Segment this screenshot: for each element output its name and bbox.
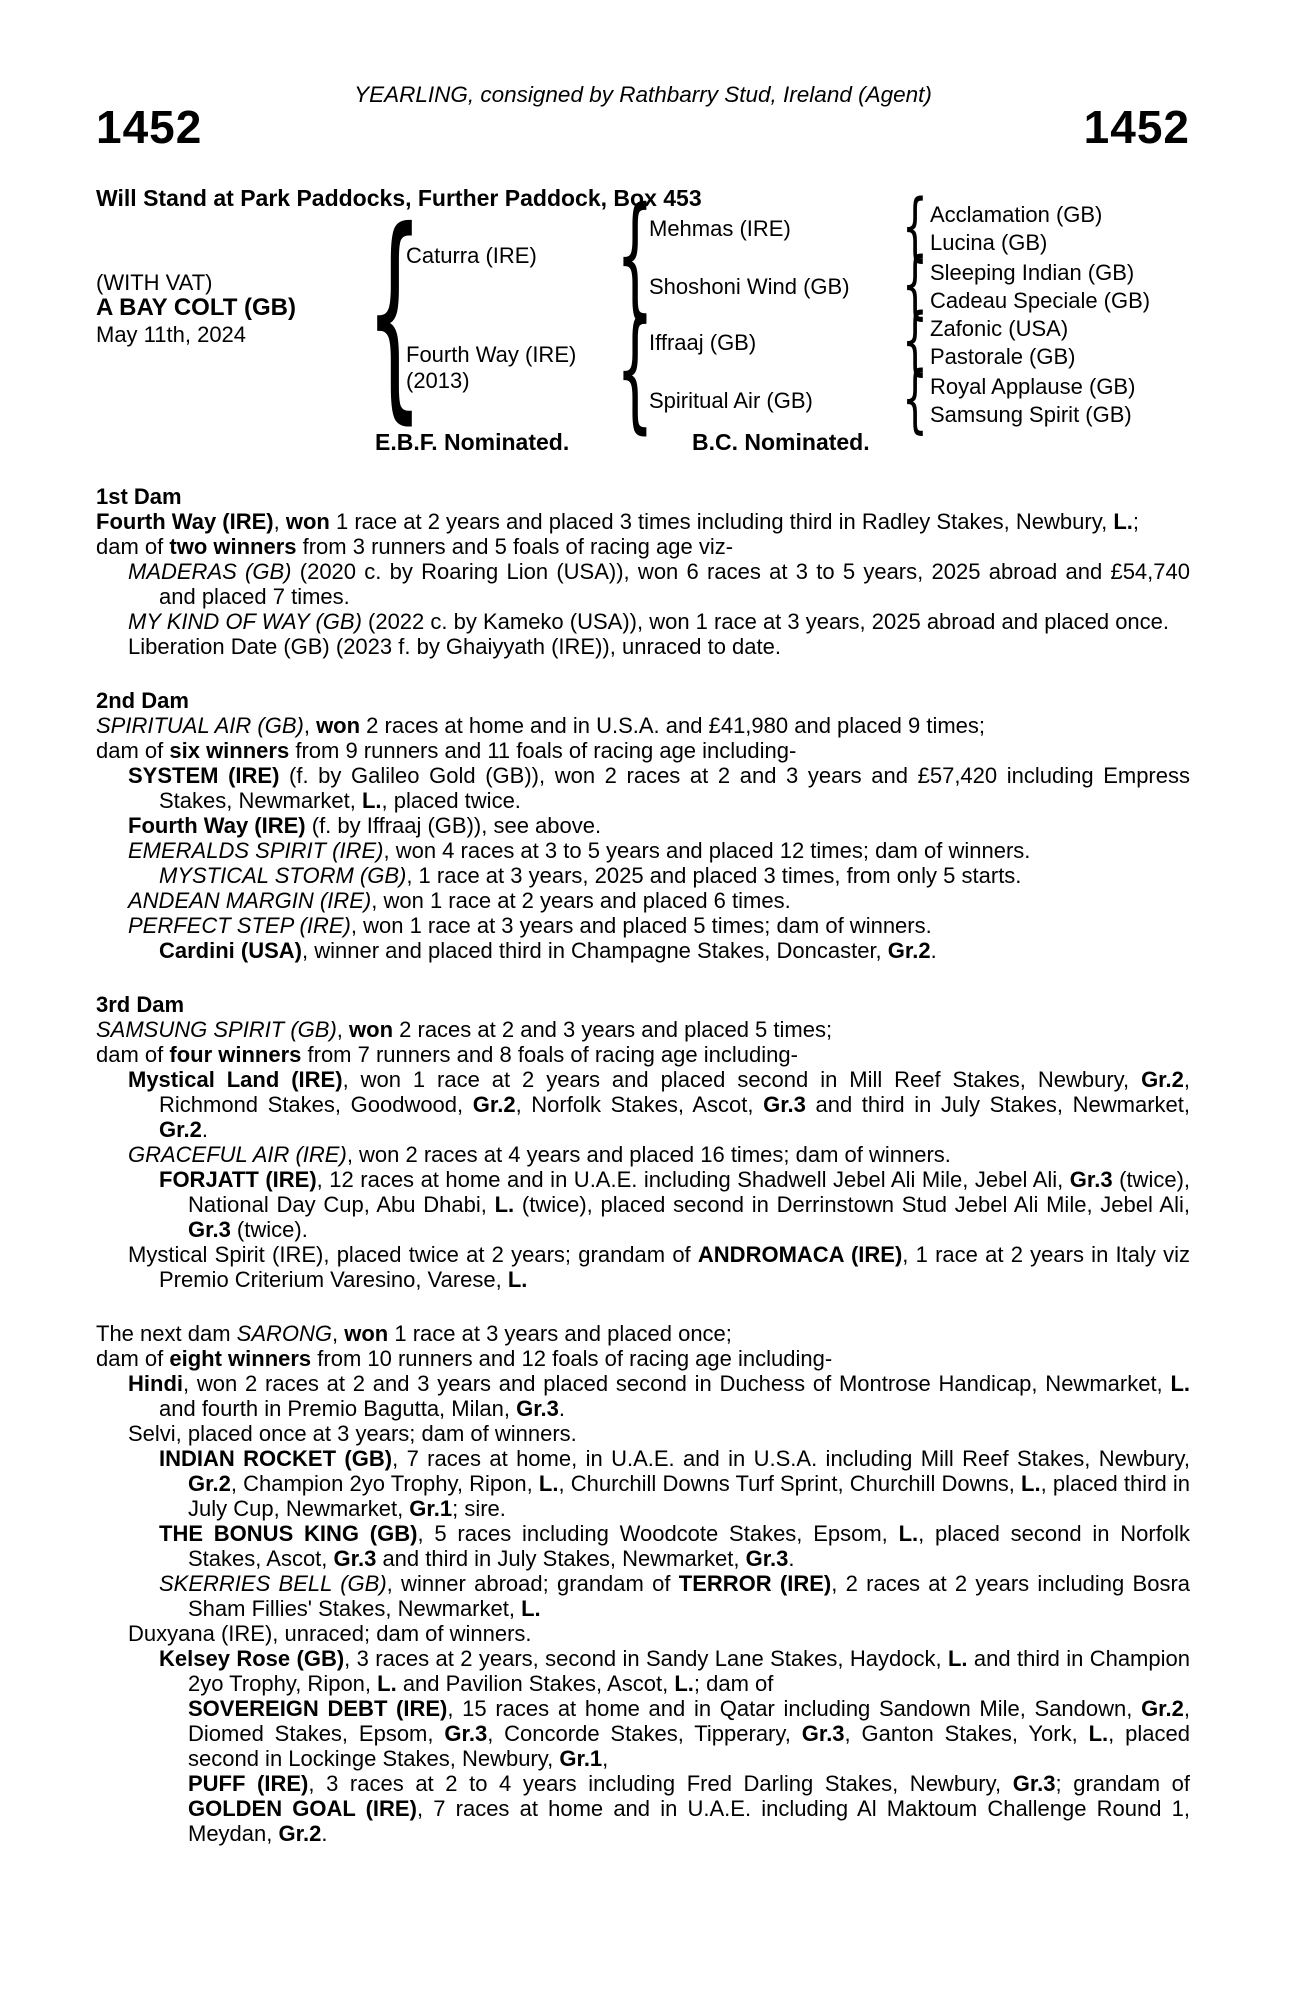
dam-name-line: Fourth Way (IRE) (406, 342, 577, 367)
pedigree-paragraph: PERFECT STEP (IRE), won 1 race at 3 years and placed 5 times; dam of winners. (128, 913, 932, 938)
pedigree-paragraph: MADERAS (GB) (2020 c. by Roaring Lion (USA)), won 6 races at 3 to 5 years, 2025 abroad and £54,740 and placed 7 times. (128, 559, 1190, 609)
pedigree-paragraph: dam of two winners from 3 runners and 5 foals of racing age viz- (96, 534, 734, 559)
horse-name: A BAY COLT (GB) (96, 294, 297, 321)
pedigree-paragraph: dam of six winners from 9 runners and 11 foals of racing age including- (96, 738, 797, 763)
pedigree-paragraph: EMERALDS SPIRIT (IRE), won 4 races at 3 to 5 years and placed 12 times; dam of winners. (128, 838, 1031, 863)
vat-note: (WITH VAT) (96, 270, 213, 295)
catalogue-sections (96, 484, 1190, 1846)
pedigree-paragraph: PUFF (IRE), 3 races at 2 to 4 years including Fred Darling Stakes, Newbury, Gr.3; grandam of GOLDEN GOAL (IRE), 7 races at home and in U.A.E. including Al Maktoum Challenge Round 1, Meydan, Gr.2. (188, 1771, 1191, 1846)
sire-sire-name: Mehmas (IRE) (649, 216, 791, 241)
pedigree-paragraph: SYSTEM (IRE) (f. by Galileo Gold (GB)), won 2 races at 2 and 3 years and £57,420 including Empress Stakes, Newmarket, L., placed twice. (128, 763, 1190, 813)
dam-dam-name: Spiritual Air (GB) (649, 388, 813, 413)
sire-name: Caturra (IRE) (406, 243, 537, 268)
section-heading: 2nd Dam (96, 688, 189, 713)
section-heading: 3rd Dam (96, 992, 185, 1017)
pedigree-paragraph: Kelsey Rose (GB), 3 races at 2 years, second in Sandy Lane Stakes, Haydock, L. and third in Champion 2yo Trophy, Ripon, L. and Pavilion Stakes, Ascot, L.; dam of (159, 1646, 1190, 1696)
pedigree-paragraph: MY KIND OF WAY (GB) (2022 c. by Kameko (USA)), won 1 race at 3 years, 2025 abroad and placed once. (128, 609, 1170, 634)
pedigree-paragraph: Mystical Land (IRE), won 1 race at 2 years and placed second in Mill Reef Stakes, Newbury, Gr.2, Richmond Stakes, Goodwood, Gr.2, Norfolk Stakes, Ascot, Gr.3 and third in July Stakes, Newmarket, Gr.2. (128, 1067, 1190, 1142)
dam-name (406, 342, 576, 394)
pedigree-paragraph: Selvi, placed once at 3 years; dam of winners. (128, 1421, 577, 1446)
pedigree-paragraph: SOVEREIGN DEBT (IRE), 15 races at home and in Qatar including Sandown Mile, Sandown, Gr.2, Diomed Stakes, Epsom, Gr.3, Concorde Stakes, Tipperary, Gr.3, Ganton Stakes, York, L., placed second in Lockinge Stakes, Newbury, Gr.1, (188, 1696, 1190, 1771)
consignor-line: YEARLING, consigned by Rathbarry Stud, Ireland (Agent) (354, 82, 932, 107)
pedigree-paragraph: Cardini (USA), winner and placed third in Champagne Stakes, Doncaster, Gr.2. (159, 938, 937, 963)
sire-sire-dam-name: Lucina (GB) (930, 230, 1048, 255)
dam-sire-sire-name: Zafonic (USA) (930, 316, 1069, 341)
pedigree-paragraph: The next dam SARONG, won 1 race at 3 years and placed once; (96, 1321, 732, 1346)
lot-number-right: 1452 (1083, 101, 1190, 153)
section-heading: 1st Dam (96, 484, 182, 509)
pedigree-paragraph: Fourth Way (IRE) (f. by Iffraaj (GB)), see above. (128, 813, 602, 838)
dam-section (96, 688, 1190, 963)
dam-dam-dam-name: Samsung Spirit (GB) (930, 402, 1132, 427)
dam-sire-dam-name: Pastorale (GB) (930, 344, 1076, 369)
pedigree-paragraph: SAMSUNG SPIRIT (GB), won 2 races at 2 and 3 years and placed 5 times; (96, 1017, 833, 1042)
pedigree-paragraph: SPIRITUAL AIR (GB), won 2 races at home and in U.S.A. and £41,980 and placed 9 times; (96, 713, 986, 738)
pedigree-paragraph: Hindi, won 2 races at 2 and 3 years and placed second in Duchess of Montrose Handicap, Newmarket, L. and fourth in Premio Bagutta, Milan, Gr.3. (128, 1371, 1190, 1421)
pedigree-brace-g3-4 (902, 371, 928, 427)
dam-sire-name: Iffraaj (GB) (649, 330, 757, 355)
ebf-nomination-label: E.B.F. Nominated. (375, 429, 570, 455)
stand-location-line: Will Stand at Park Paddocks, Further Paddock, Box 453 (96, 185, 702, 211)
pedigree-paragraph: INDIAN ROCKET (GB), 7 races at home, in U.A.E. and in U.S.A. including Mill Reef Stakes, Newbury, Gr.2, Champion 2yo Trophy, Ripon, L., Churchill Downs Turf Sprint, Churchill Downs, L., placed third in July Cup, Newmarket, Gr.1; sire. (159, 1446, 1191, 1521)
pedigree-paragraph: GRACEFUL AIR (IRE), won 2 races at 4 years and placed 16 times; dam of winners. (128, 1142, 951, 1167)
pedigree-paragraph: FORJATT (IRE), 12 races at home and in U.A.E. including Shadwell Jebel Ali Mile, Jebel Ali, Gr.3 (twice), National Day Cup, Abu Dhabi, L. (twice), placed second in Derrinstown Stud Jebel Ali Mile, Jebel Ali, Gr.3 (twice). (159, 1167, 1191, 1242)
sire-dam-name: Shoshoni Wind (GB) (649, 274, 850, 299)
dam-section (96, 484, 1190, 659)
sire-dam-sire-name: Sleeping Indian (GB) (930, 260, 1135, 285)
pedigree-paragraph: Fourth Way (IRE), won 1 race at 2 years and placed 3 times including third in Radley Stakes, Newbury, L.; (96, 509, 1139, 534)
lot-number-left: 1452 (96, 101, 203, 153)
bc-nomination-label: B.C. Nominated. (692, 429, 870, 455)
foal-date: May 11th, 2024 (96, 322, 247, 347)
pedigree-paragraph: MYSTICAL STORM (GB), 1 race at 3 years, 2025 and placed 3 times, from only 5 starts. (159, 863, 1022, 888)
pedigree-paragraph: Duxyana (IRE), unraced; dam of winners. (128, 1621, 532, 1646)
pedigree-paragraph: dam of four winners from 7 runners and 8 foals of racing age including- (96, 1042, 798, 1067)
pedigree-paragraph: dam of eight winners from 10 runners and 12 foals of racing age including- (96, 1346, 833, 1371)
pedigree-paragraph: Mystical Spirit (IRE), placed twice at 2 years; grandam of ANDROMACA (IRE), 1 race at 2 years in Italy viz Premio Criterium Varesino, Varese, L. (128, 1242, 1190, 1292)
sire-sire-sire-name: Acclamation (GB) (930, 202, 1103, 227)
pedigree-paragraph: ANDEAN MARGIN (IRE), won 1 race at 2 years and placed 6 times. (128, 888, 791, 913)
dam-dam-sire-name: Royal Applause (GB) (930, 374, 1136, 399)
pedigree-paragraph: SKERRIES BELL (GB), winner abroad; grandam of TERROR (IRE), 2 races at 2 years including Bosra Sham Fillies' Stakes, Newmarket, L. (159, 1571, 1191, 1621)
sire-dam-dam-name: Cadeau Speciale (GB) (930, 288, 1151, 313)
pedigree-paragraph: Liberation Date (GB) (2023 f. by Ghaiyyath (IRE)), unraced to date. (128, 634, 781, 659)
dam-year: (2013) (406, 368, 470, 393)
dam-section (96, 1321, 1190, 1846)
dam-section (96, 992, 1190, 1292)
pedigree-paragraph: THE BONUS KING (GB), 5 races including Woodcote Stakes, Epsom, L., placed second in Norfolk Stakes, Ascot, Gr.3 and third in July Stakes, Newmarket, Gr.3. (159, 1521, 1190, 1571)
pedigree-tree (0, 0, 1315, 460)
